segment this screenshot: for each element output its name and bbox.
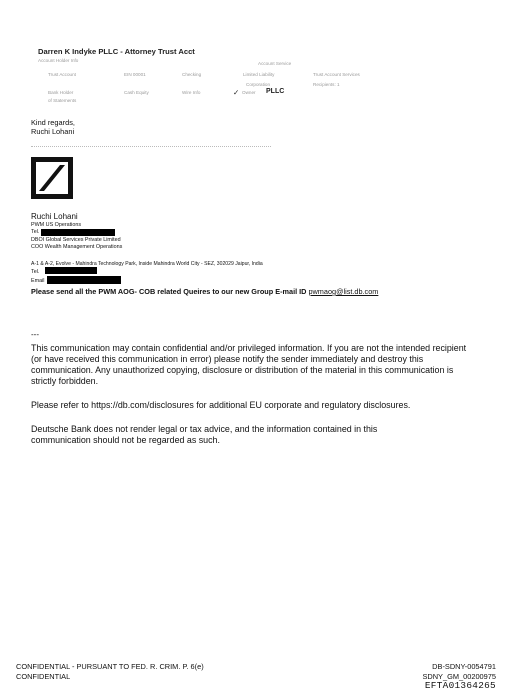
redaction-bar <box>47 276 121 284</box>
faint-label: Cash Equity <box>124 90 149 95</box>
faint-label: Account Holder Info <box>38 58 79 63</box>
signature-name: Ruchi Lohani <box>31 212 78 221</box>
signature-company: DBOI Global Services Private Limited <box>31 237 121 243</box>
signoff <box>31 118 75 136</box>
bates-sdny: SDNY_GM_00200975 <box>422 671 496 681</box>
signoff-name: Ruchi Lohani <box>31 127 75 136</box>
confidential-notice: CONFIDENTIAL - PURSUANT TO FED. R. CRIM. P. 6(e) <box>16 662 204 671</box>
bates-efta: EFTA01364265 <box>424 680 496 691</box>
faint-label: Owner <box>242 90 256 95</box>
bates-db: DB-SDNY-0054791 <box>432 662 496 671</box>
divider <box>31 146 271 147</box>
footer-left <box>16 662 204 681</box>
faint-label: Corporation <box>246 82 271 87</box>
footer-right <box>422 662 496 691</box>
signature-tel-label: Tel. <box>31 229 40 235</box>
check-icon: ✓ <box>233 88 240 97</box>
group-email-link[interactable]: pwmaog@list.db.com <box>308 287 379 296</box>
redaction-bar <box>41 229 115 236</box>
notice-text: Please send all the PWM AOG- COB related Queires to our new Group E-mail ID <box>31 287 309 296</box>
faint-label: Recipients: 1 <box>313 82 340 87</box>
disclaimer-paragraph: This communication may contain confidential and/or privileged information. If you are not the intended recipient (or have received this communication in error) please notify the sender immediately and destroy this communication. Any unauthorized copying, disclosure or distribution of the material in this communication is strictly forbidden. <box>31 343 467 386</box>
deutsche-bank-logo-icon <box>31 157 73 199</box>
faint-label: EIN 00001 <box>124 72 146 77</box>
disclaimer-paragraph: Please refer to https://db.com/disclosures for additional EU corporate and regulatory disclosures. <box>31 400 411 410</box>
signature-dept: PWM US Operations <box>31 222 82 228</box>
faint-label: of Statements <box>48 98 77 103</box>
disclaimer-paragraph: Deutsche Bank does not render legal or tax advice, and the information contained in this communication should not be regarded as such. <box>31 424 378 445</box>
signoff-line: Kind regards, <box>31 118 75 127</box>
signature-address: A-1 & A-2, Evolve - Mahindra Technology Park, Inside Mahindra World City - SEZ, 302029 Jaipur, India <box>31 261 263 267</box>
account-title: Darren K Indyke PLLC - Attorney Trust Acct <box>38 47 195 56</box>
redaction-bar <box>45 267 97 274</box>
faint-label: Trust Account Services <box>313 72 360 77</box>
faint-label: Checking <box>182 72 202 77</box>
faint-label: Wire Info <box>182 90 201 95</box>
faint-label: Bank Holder <box>48 90 74 95</box>
signature-email-label: Email <box>31 278 45 284</box>
faint-label: Account Service <box>258 61 292 66</box>
signature-tel2-label: Tel. <box>31 269 40 275</box>
confidential-label: CONFIDENTIAL <box>16 671 71 681</box>
faint-label: Trust Account <box>48 72 76 77</box>
group-email-notice <box>31 287 378 296</box>
pllc-label: PLLC <box>266 88 285 95</box>
signature-division: COO Wealth Management Operations <box>31 244 123 250</box>
faint-label: Limited Liability <box>243 72 275 77</box>
separator-dashes: --- <box>31 330 39 339</box>
